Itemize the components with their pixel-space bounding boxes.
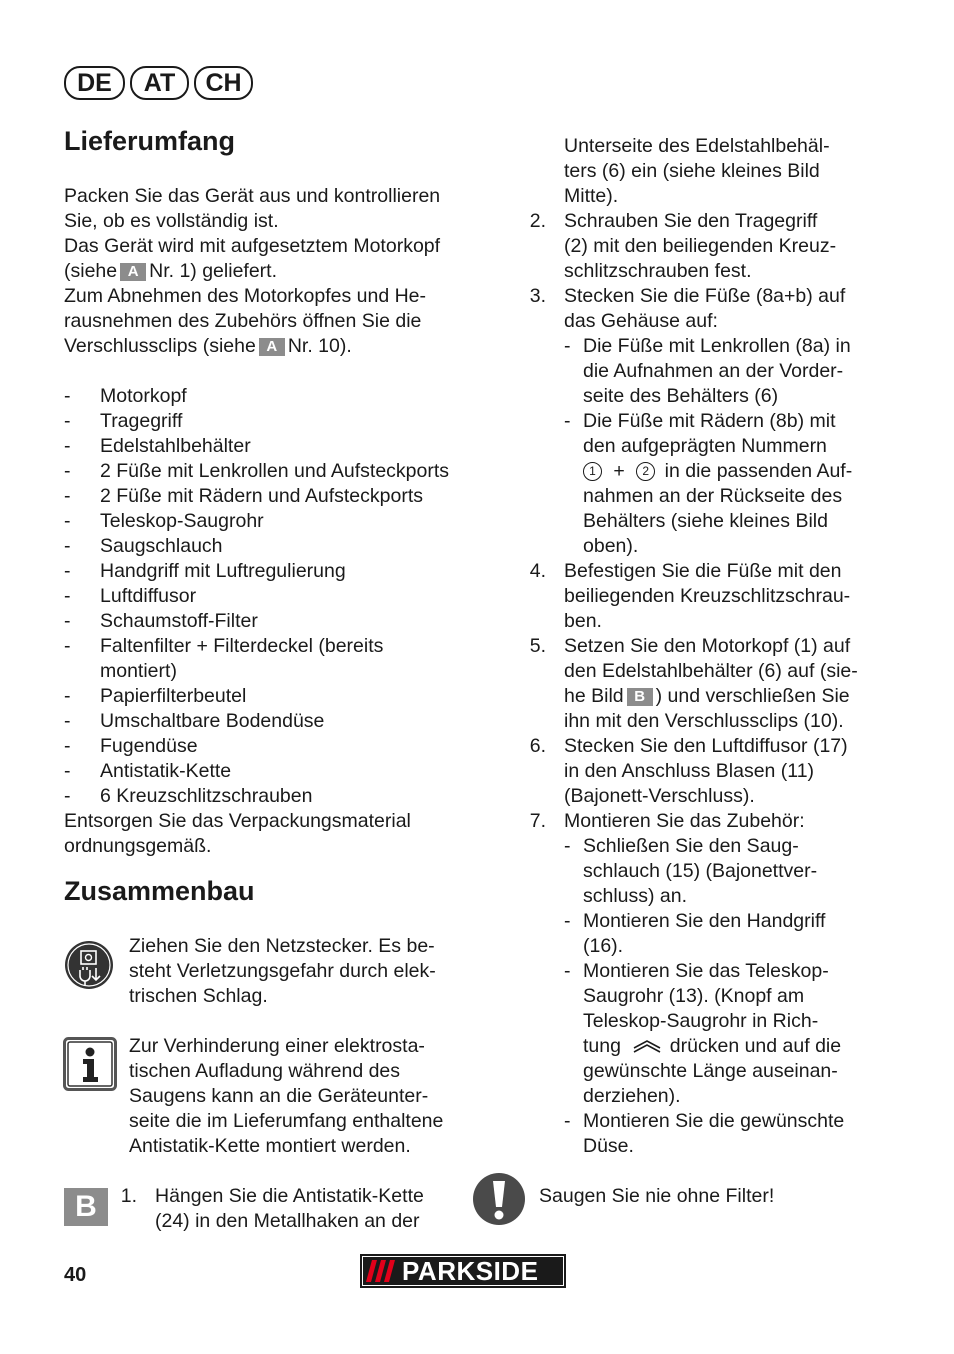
circled-number: 1 xyxy=(583,462,602,481)
parkside-logo xyxy=(360,1254,566,1288)
step-number: 5. xyxy=(529,635,546,657)
step-line: Montieren Sie das Zubehör: xyxy=(564,810,805,832)
list-item: 6 Kreuzschlitzschrauben xyxy=(100,785,313,807)
step-number: 4. xyxy=(529,560,546,582)
step-line: (Bajonett-Verschluss). xyxy=(564,785,755,807)
step-line: (2) mit den beiliegenden Kreuz- xyxy=(564,235,837,257)
sub-line: die Aufnahmen an der Vorder- xyxy=(583,360,844,382)
sub-line xyxy=(583,459,852,484)
list-dash: - xyxy=(64,710,71,732)
intro-line: Sie, ob es vollständig ist. xyxy=(64,210,279,232)
info-line: Antistatik-Kette montiert werden. xyxy=(129,1135,411,1157)
list-item: 2 Füße mit Rädern und Aufsteckports xyxy=(100,485,423,507)
list-item: Fugendüse xyxy=(100,735,198,757)
sub-line: oben). xyxy=(583,535,639,557)
list-item: montiert) xyxy=(100,660,177,682)
filter-warning: Saugen Sie nie ohne Filter! xyxy=(539,1185,775,1207)
list-item: Motorkopf xyxy=(100,385,187,407)
step-line: Hängen Sie die Antistatik-Kette xyxy=(155,1185,424,1207)
sub-line: schluss) an. xyxy=(583,885,688,907)
step-line: das Gehäuse auf: xyxy=(564,310,718,332)
warning-line: steht Verletzungsgefahr durch elek- xyxy=(129,960,436,982)
step-line: ben. xyxy=(564,610,602,632)
list-item: Faltenfilter + Filterdeckel (bereits xyxy=(100,635,384,657)
list-dash: - xyxy=(64,635,71,657)
intro-text: Nr. 1) geliefert. xyxy=(149,260,278,282)
step-number: 6. xyxy=(529,735,546,757)
step-line: ters (6) ein (siehe kleines Bild xyxy=(564,160,820,182)
step-line: Schrauben Sie den Tragegriff xyxy=(564,210,818,232)
figure-badge-a: A xyxy=(120,263,146,281)
step-line: (24) in den Metallhaken an der xyxy=(155,1210,420,1232)
list-dash: - xyxy=(64,785,71,807)
sub-line: seite des Behälters (6) xyxy=(583,385,779,407)
intro-line: Das Gerät wird mit aufgesetztem Motorkopf xyxy=(64,235,441,257)
step-line: Stecken Sie die Füße (8a+b) auf xyxy=(564,285,846,307)
step-line: Befestigen Sie die Füße mit den xyxy=(564,560,842,582)
sub-line: Montieren Sie den Handgriff xyxy=(583,910,826,932)
step-line: in den Anschluss Blasen (11) xyxy=(564,760,815,782)
list-dash: - xyxy=(64,735,71,757)
page-number: 40 xyxy=(64,1264,87,1286)
sub-line: Behälters (siehe kleines Bild xyxy=(583,510,828,532)
sub-line: derziehen). xyxy=(583,1085,681,1107)
list-dash: - xyxy=(64,435,71,457)
sub-line: Teleskop-Saugrohr in Rich- xyxy=(583,1010,819,1032)
sub-line: Schließen Sie den Saug- xyxy=(583,835,799,857)
step-text: he Bild xyxy=(564,685,624,707)
list-item: Edelstahlbehälter xyxy=(100,435,251,457)
warning-line: trischen Schlag. xyxy=(129,985,268,1007)
unplug-warning-icon xyxy=(64,940,114,990)
list-item: Handgriff mit Luftregulierung xyxy=(100,560,346,582)
list-item: Schaumstoff-Filter xyxy=(100,610,258,632)
list-item: Tragegriff xyxy=(100,410,183,432)
list-item: Saugschlauch xyxy=(100,535,223,557)
list-dash: - xyxy=(64,685,71,707)
info-line: Saugens kann an die Geräteunter- xyxy=(129,1085,429,1107)
sub-line: nahmen an der Rückseite des xyxy=(583,485,843,507)
sub-line: Die Füße mit Rädern (8b) mit xyxy=(583,410,836,432)
disposal-line: Entsorgen Sie das Verpackungsmaterial xyxy=(64,810,411,832)
list-item: Teleskop-Saugrohr xyxy=(100,510,264,532)
logo-text: PARKSIDE xyxy=(402,1256,539,1286)
direction-arrow-icon xyxy=(632,1039,662,1055)
figure-badge-b-large: B xyxy=(64,1188,108,1226)
sub-line: (16). xyxy=(583,935,624,957)
sub-dash: - xyxy=(564,1110,571,1132)
sub-text: tung xyxy=(583,1035,621,1057)
list-dash: - xyxy=(64,535,71,557)
step-line: Mitte). xyxy=(564,185,619,207)
sub-line xyxy=(583,1034,841,1059)
list-dash: - xyxy=(64,385,71,407)
figure-badge-b: B xyxy=(627,688,653,706)
info-line: seite die im Lieferumfang enthaltene xyxy=(129,1110,444,1132)
sub-line: Saugrohr (13). (Knopf am xyxy=(583,985,805,1007)
intro-line: Zum Abnehmen des Motorkopfes und He- xyxy=(64,285,427,307)
list-dash: - xyxy=(64,485,71,507)
list-dash: - xyxy=(64,560,71,582)
intro-line xyxy=(64,334,352,359)
info-line: tischen Aufladung während des xyxy=(129,1060,401,1082)
sub-line: Die Füße mit Lenkrollen (8a) in xyxy=(583,335,851,357)
section-heading-assembly: Zusammenbau xyxy=(64,876,255,906)
list-dash: - xyxy=(64,410,71,432)
intro-text: Verschlussclips (siehe xyxy=(64,335,256,357)
list-item: Papierfilterbeutel xyxy=(100,685,247,707)
step-line: den Edelstahlbehälter (6) auf (sie- xyxy=(564,660,858,682)
info-line: Zur Verhinderung einer elektrosta- xyxy=(129,1035,425,1057)
sub-line: gewünschte Länge auseinan- xyxy=(583,1060,838,1082)
figure-badge-a: A xyxy=(259,338,285,356)
plus-sign: + xyxy=(613,460,625,482)
sub-line: Düse. xyxy=(583,1135,634,1157)
list-dash: - xyxy=(64,585,71,607)
step-number: 7. xyxy=(529,810,546,832)
sub-dash: - xyxy=(564,835,571,857)
step-line: Unterseite des Edelstahlbehäl- xyxy=(564,135,830,157)
step-number: 2. xyxy=(529,210,546,232)
info-icon xyxy=(63,1037,117,1091)
intro-line: Packen Sie das Gerät aus und kontrollieren xyxy=(64,185,441,207)
list-dash: - xyxy=(64,760,71,782)
sub-dash: - xyxy=(564,410,571,432)
step-line xyxy=(564,684,850,709)
list-dash: - xyxy=(64,510,71,532)
step-line: beiliegenden Kreuzschlitzschrau- xyxy=(564,585,851,607)
intro-line: rausnehmen des Zubehörs öffnen Sie die xyxy=(64,310,422,332)
circled-number: 2 xyxy=(636,462,655,481)
section-heading-scope: Lieferumfang xyxy=(64,126,236,156)
intro-line xyxy=(64,259,277,284)
logo-stripes-icon xyxy=(366,1260,402,1282)
list-item: 2 Füße mit Lenkrollen und Aufsteckports xyxy=(100,460,450,482)
country-tab-ch: CH xyxy=(194,66,253,100)
sub-text: drücken und auf die xyxy=(669,1035,842,1057)
sub-line: Montieren Sie das Teleskop- xyxy=(583,960,829,982)
country-tab-de: DE xyxy=(64,66,125,100)
list-dash: - xyxy=(64,610,71,632)
sub-dash: - xyxy=(564,335,571,357)
step-number: 3. xyxy=(529,285,546,307)
sub-line: Montieren Sie die gewünschte xyxy=(583,1110,845,1132)
country-tab-at: AT xyxy=(130,66,189,100)
sub-dash: - xyxy=(564,910,571,932)
intro-text: Nr. 10). xyxy=(287,335,352,357)
step-line: schlitzschrauben fest. xyxy=(564,260,752,282)
step-text: ) und verschließen Sie xyxy=(655,685,850,707)
exclamation-warning-icon xyxy=(472,1172,526,1226)
intro-text: (siehe xyxy=(64,260,118,282)
step-number: 1. xyxy=(120,1185,137,1207)
list-item: Luftdiffusor xyxy=(100,585,197,607)
sub-dash: - xyxy=(564,960,571,982)
step-line: ihn mit den Verschlussclips (10). xyxy=(564,710,844,732)
step-line: Stecken Sie den Luftdiffusor (17) xyxy=(564,735,848,757)
sub-line: schlauch (15) (Bajonettver- xyxy=(583,860,818,882)
disposal-line: ordnungsgemäß. xyxy=(64,835,212,857)
sub-text: in die passenden Auf- xyxy=(664,460,853,482)
list-item: Antistatik-Kette xyxy=(100,760,232,782)
sub-line: den aufgeprägten Nummern xyxy=(583,435,827,457)
warning-line: Ziehen Sie den Netzstecker. Es be- xyxy=(129,935,435,957)
list-dash: - xyxy=(64,460,71,482)
step-line: Setzen Sie den Motorkopf (1) auf xyxy=(564,635,851,657)
list-item: Umschaltbare Bodendüse xyxy=(100,710,325,732)
